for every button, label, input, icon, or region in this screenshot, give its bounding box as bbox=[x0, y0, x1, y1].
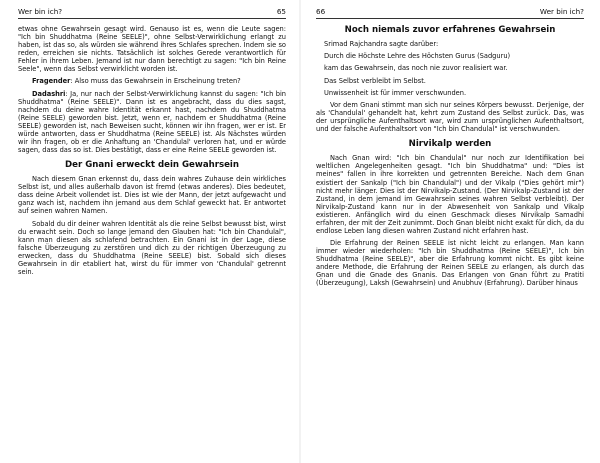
left-paragraph-1: etwas ohne Gewahrsein gesagt wird. Genauso ist es, wenn die Leute sagen: "Ich bin Shuddhatma (Reine SEELE)", ohne Selbst-Verwirklichung erlangt zu haben, ist das so, als würden sie während ihres Schlafes sprechen. Indem sie so reden, erreichen sie nichts. Tatsächlich ist solches Gerede verantwortlich für Fehler in ihrem Leben. Jemand ist nur dann berechtigt zu sagen: "Ich bin Reine Seele", wenn das Selbst verwirklicht worden ist. bbox=[18, 25, 286, 74]
right-page bbox=[300, 0, 600, 463]
right-page-header bbox=[316, 6, 584, 17]
dadashri-text: : Ja, nur nach der Selbst-Verwirklichung kannst du sagen: "Ich bin Shuddhatma" (Reine SEELE)". Dann ist es angebracht, dass du dies sagst, nachdem du deine wahre Identität erkannt hast, nachdem du Shuddhatma (Reine SEELE) geworden bist. Jetzt, wenn er, nachdem er Shuddhatma (Reine SEELE) geworden ist, nach Beweisen sucht, können wir ihn fragen, wer er ist. Er würde antworten, dass er Shuddhatma (Reine SEELE) ist. Als Nächstes würden wir ihn fragen, ob er die Anhaftung an 'Chandulal' verloren hat, und er würde sagen, dass das so ist. Dies bestätigt, dass er eine Reine SEELE geworden ist. bbox=[18, 89, 286, 155]
right-page-number: 66 bbox=[316, 7, 326, 16]
left-paragraph-2: Nach diesem Gnan erkennst du, dass dein wahres Zuhause dein wirkliches Selbst ist, und alles außerhalb davon ist fremd (etwas anderes). Dies bedeutet, dass deine Arbeit vollendet ist. Dies ist wie der Mann, der jetzt aufgewacht und ganz wach ist, nachdem ihn jemand aus dem Schlaf geweckt hat. Er antwortet auf seinen wahren Namen. bbox=[18, 175, 286, 216]
right-line-1: Srimad Rajchandra sagte darüber: bbox=[324, 40, 439, 48]
left-paragraph-3: Sobald du dir deiner wahren Identität als die reine Selbst bewusst bist, wirst du erwacht sein. Doch so lange jemand den Glauben hat: "Ich bin Chandulal", kann man diesen als schlafend betrachten. Ein Gnani ist in der Lage, diese falsche Überzeugung zu zerstören und dich zu der richtigen Überzeugung zu erwecken, dass du Shuddhatma (Reine SEELE) bist. Sobald sich dieses Gewahrsein in dir etabliert hat, wirst du für immer von 'Chandulal' getrennt sein. bbox=[18, 219, 286, 276]
questioner-text: : Also muss das Gewahrsein in Erscheinung treten? bbox=[70, 77, 241, 86]
left-header-rule bbox=[18, 18, 286, 19]
dadashri-label: Dadashri bbox=[32, 89, 66, 98]
right-header-rule bbox=[316, 18, 584, 19]
right-line-3: kam das Gewahrsein, das noch nie zuvor realisiert war. bbox=[324, 64, 508, 73]
right-paragraph-6: Vor dem Gnani stimmt man sich nur seines Körpers bewusst. Derjenige, der als 'Chandulal' gehandelt hat, kehrt zum Zustand des Selbst zurück. Das, was der ursprüngliche Aufenthaltsort war, wird zum ursprünglichen Aufenthaltsort, und der falsche Aufenthaltsort von "Ich bin Chandulal" ist verschwunden. bbox=[316, 101, 584, 134]
left-page-header bbox=[18, 6, 286, 17]
left-page-number: 65 bbox=[276, 7, 286, 16]
right-header-title: Wer bin ich? bbox=[539, 7, 584, 16]
right-line-4: Das Selbst verbleibt im Selbst. bbox=[324, 76, 426, 85]
right-line-2: Durch die Höchste Lehre des Höchsten Gurus (Sadguru) bbox=[324, 52, 511, 61]
questioner-label: Fragender bbox=[32, 77, 71, 86]
questioner-paragraph bbox=[18, 77, 286, 85]
right-paragraph-8: Die Erfahrung der Reinen SEELE ist nicht leicht zu erlangen. Man kann immer wieder wiederholen: "Ich bin Shuddhatma (Reine SEELE)", Ich bin Shuddhatma (Reine SEELE)", aber die Erfahrung kommt nicht. Es gibt keine andere Methode, die Erfahrung der Reinen SEELE zu erlangen, als durch das Gnan und die Gnade des Gnanis. Das Erlangen von Gnan führt zu Pratiti (Überzeugung), Laksh (Gewahrsein) und Anubhuv (Erfahrung). Darüber hinaus bbox=[316, 239, 584, 288]
right-section-heading-1: Noch niemals zuvor erfahrenes Gewahrsein bbox=[344, 25, 556, 35]
right-paragraph-7: Nach Gnan wird: "Ich bin Chandulal" nur noch zur Identifikation bei weltlichen Angelegenheiten gesagt. "Ich bin Shuddhatma" und: "Dies ist meines" fallen in ihre korrekten und getrennten Bereiche. Nach dem Gnan existiert der Sankalp ("Ich bin Chandulal") und der Vikalp ("Dies gehört mir") nicht mehr länger. Dies ist der Nirvikalp-Zustand. (Der Nirvikalp-Zustand ist der Zustand, in dem jemand im Gewahrsein seines wahren Selbst verbleibt). Der Nirvikalp-Zustand kann nur in der Abwesenheit von Sankalp und Vikalp existieren. Anfänglich wird du einen Geschmack dieses Nirvikalp Samadhi erfahren, der mit der Zeit zunimmt. Doch Gnan bleibt nicht exakt für dich, da du endlose Leben lang diesen wahren Zustand nicht erfahren hast. bbox=[316, 154, 584, 235]
dadashri-paragraph bbox=[18, 90, 286, 154]
right-line-5: Unwissenheit ist für immer verschwunden. bbox=[324, 88, 467, 97]
left-header-title: Wer bin ich? bbox=[18, 7, 63, 16]
left-section-heading: Der Gnani erweckt dein Gewahrsein bbox=[65, 160, 239, 171]
right-section-heading-2: Nirvikalp werden bbox=[408, 139, 492, 150]
